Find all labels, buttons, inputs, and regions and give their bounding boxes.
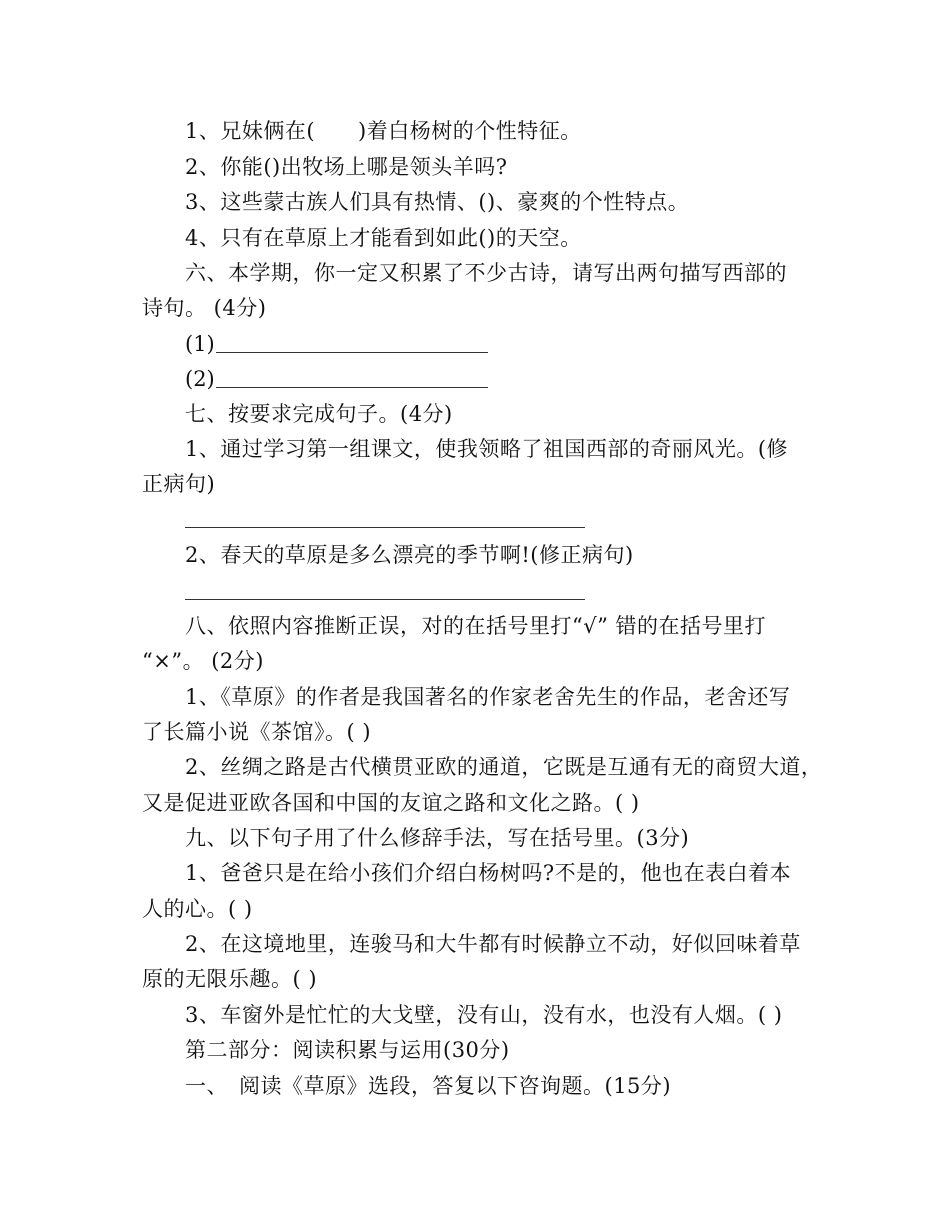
answer-label: (1) [185,332,215,356]
question-text-cont: 原的无限乐趣。( ) [142,967,318,991]
section-heading-cont: 诗句。 (4分) [142,296,267,320]
section-heading: 六、本学期，你一定又积累了不少古诗，请写出两句描写西部的 [185,261,787,285]
answer-blank-line [216,352,488,353]
question-text-cont: 正病句) [142,472,216,496]
question-text: 2、丝绸之路是古代横贯亚欧的通道，它既是互通有无的商贸大道， [185,755,823,779]
question-text: 2、在这境地里，连骏马和大牛都有时候静立不动，好似回味着草 [185,932,801,956]
answer-blank-line [185,599,585,600]
question-text: 1、兄妹俩在( )着白杨树的个性特征。 [185,119,582,143]
section-heading: 一、 阅读《草原》选段，答复以下咨询题。(15分) [185,1074,672,1098]
question-text: 1、《草原》的作者是我国著名的作家老舍先生的作品，老舍还写 [185,685,791,709]
question-text-cont: 又是促进亚欧各国和中国的友谊之路和文化之路。( ) [142,791,640,815]
answer-label: (2) [185,367,215,391]
part-heading: 第二部分：阅读积累与运用(30分) [185,1038,510,1062]
answer-blank-line [216,387,488,388]
question-text: 1、爸爸只是在给小孩们介绍白杨树吗?不是的，他也在表白着本 [185,861,792,885]
section-heading-cont: “×”。 (2分) [142,649,264,673]
question-text-cont: 人的心。( ) [142,897,253,921]
answer-blank-line [185,527,585,528]
section-heading: 七、按要求完成句子。(4分) [185,402,453,426]
question-text: 1、通过学习第一组课文，使我领略了祖国西部的奇丽风光。(修 [185,437,789,461]
section-heading: 九、以下句子用了什么修辞手法，写在括号里。(3分) [185,826,690,850]
question-text: 2、你能()出牧场上哪是领头羊吗? [185,155,508,179]
question-text: 2、春天的草原是多么漂亮的季节啊!(修正病句) [185,543,634,567]
section-heading: 八、依照内容推断正误，对的在括号里打“√” 错的在括号里打 [185,614,767,638]
question-text: 4、只有在草原上才能看到如此()的天空。 [185,226,582,250]
question-text: 3、车窗外是忙忙的大戈壁，没有山，没有水，也没有人烟。( ) [185,1003,783,1027]
question-text-cont: 了长篇小说《茶馆》。( ) [142,720,372,744]
question-text: 3、这些蒙古族人们具有热情、()、豪爽的个性特点。 [185,190,690,214]
